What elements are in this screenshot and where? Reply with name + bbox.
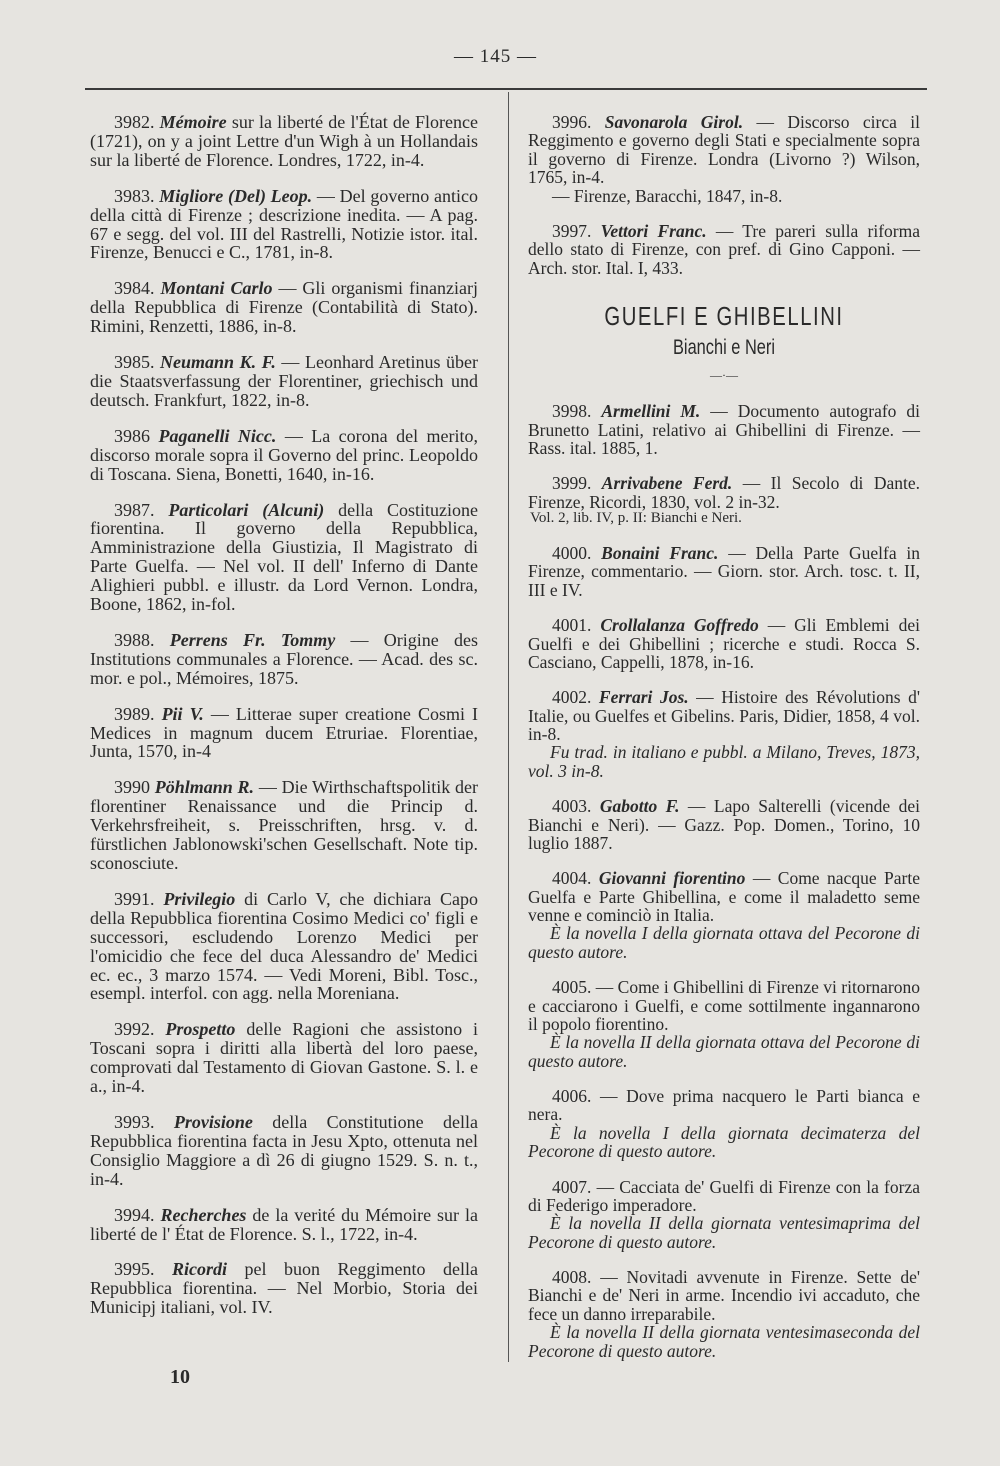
entry-text: — Leonhard Aretinus über die Staatsverfassung der Florentiner, griechisch und deutsch. Frankfurt, 1822, in-8. <box>90 352 478 410</box>
bibliography-entry <box>90 1020 478 1096</box>
entry-number: 3998. <box>552 401 592 422</box>
entry-text: — Documento autografo di Brunetto Latini, relativo ai Ghibellini di Firenze. — Rass. ital. 1885, 1. <box>528 401 921 458</box>
entry-note: È la novella II della giornata ottava del Pecorone di questo autore. <box>528 1032 920 1071</box>
bibliography-entry <box>90 1113 478 1189</box>
right-bottom-entries <box>528 402 920 1360</box>
entry-author: Provisione <box>173 1111 253 1132</box>
entry-number: 4007. <box>552 1176 592 1197</box>
entry-author: Armellini M. <box>601 401 701 422</box>
entry-number: 4002. <box>552 687 592 708</box>
bibliography-entry <box>528 616 920 671</box>
entry-author: Pii V. <box>161 703 204 724</box>
left-column <box>90 113 478 1334</box>
sheet-signature: 10 <box>170 1366 190 1388</box>
bibliography-entry <box>90 353 478 410</box>
entry-number: 4001. <box>552 615 592 636</box>
entry-text: — Dove prima nacquero le Parti bianca e nera. <box>528 1086 921 1125</box>
entry-number: 3993. <box>114 1111 155 1132</box>
entry-number: 3991. <box>114 888 155 909</box>
bibliography-entry <box>528 402 920 457</box>
entry-note: È la novella II della giornata ventesimaprima del Pecorone di questo autore. <box>528 1213 920 1252</box>
column-divider <box>508 92 509 1362</box>
bibliography-entry <box>90 279 478 336</box>
entry-author: Recherches <box>160 1204 247 1225</box>
bibliography-entry <box>528 1268 920 1360</box>
entry-text: della Constitutione della Repubblica fiorentina facta in Jesu Xpto, ottenuta nel Consiglio Maggiore a dì 26 di giugno 1529. S. n. t., in-4. <box>90 1111 479 1189</box>
entry-note: È la novella I della giornata ottava del Pecorone di questo autore. <box>528 923 920 962</box>
entry-author: Migliore (Del) Leop. <box>159 185 313 206</box>
bibliography-entry <box>528 222 920 277</box>
entry-number: 3994. <box>114 1204 155 1225</box>
entry-number: 4006. <box>552 1086 592 1106</box>
right-top-entries <box>528 113 920 277</box>
entry-number: 3988. <box>114 629 155 650</box>
entry-author: Mémoire <box>159 112 227 132</box>
entry-text: — Gli organismi finanziarj della Repubblica di Firenze (Contabilità di Stato). Rimini, Renzetti, 1886, in-8. <box>90 278 478 337</box>
entry-author: Bonaini Franc. <box>601 543 719 563</box>
entry-number: 4004. <box>552 868 592 889</box>
bibliography-entry <box>528 978 920 1070</box>
entry-number: 3984. <box>114 278 155 299</box>
entry-number: 4003. <box>552 796 592 817</box>
entry-number: 3985. <box>114 352 155 373</box>
entry-author: Giovanni fiorentino <box>598 868 746 889</box>
entry-author: Montani Carlo <box>160 278 273 299</box>
bibliography-entry <box>528 1178 920 1252</box>
entry-text: — Tre pareri sulla riforma dello stato di Firenze, con pref. di Gino Capponi. — Arch. stor. Ital. I, 433. <box>528 220 921 278</box>
entry-text: — Il Secolo di Dante. Firenze, Ricordi, 1830, vol. 2 in-32. <box>528 473 920 512</box>
entry-author: Ricordi <box>172 1259 228 1280</box>
entry-author: Vettori Franc. <box>600 220 707 241</box>
bibliography-entry <box>528 113 920 205</box>
entry-author: Neumann K. F. <box>160 352 276 373</box>
entry-text: — Litterae super creatione Cosmi I Medices in magnum ducem Etruriae. Florentiae, Junta, 1570, in-4 <box>90 703 478 762</box>
entry-number: 3996. <box>552 112 592 132</box>
bibliography-entry <box>90 187 478 263</box>
bibliography-entry <box>90 1206 478 1244</box>
entry-text: — Origine des Institutions communales a Florence. — Acad. des sc. mor. e pol., Mémoires, 1875. <box>90 629 478 688</box>
header-rule <box>85 88 927 90</box>
entry-number: 4000. <box>552 543 592 563</box>
bibliography-entry <box>90 1260 478 1317</box>
entry-author: Ferrari Jos. <box>598 687 689 708</box>
entry-text: pel buon Reggimento della Repubblica fiorentina. — Nel Morbio, Storia dei Municipj italiani, vol. IV. <box>90 1259 479 1318</box>
bibliography-entry <box>90 890 478 1003</box>
entry-number: 4008. <box>552 1267 592 1287</box>
entry-author: Prospetto <box>165 1019 236 1040</box>
bibliography-entry <box>90 113 478 170</box>
entry-text: — La corona del merito, discorso morale sopra il Governo del princ. Leopoldo di Toscana. Siena, Bonetti, 1640, in-16. <box>90 425 479 484</box>
entry-number: 3986 <box>114 425 150 446</box>
section-subtitle: Bianchi e Neri <box>673 336 775 360</box>
bibliography-entry <box>90 501 478 614</box>
entry-text: — Come nacque Parte Guelfa e Parte Ghibellina, e come il maladetto seme venne e cominciò in Italia. <box>528 868 921 925</box>
entry-author: Savonarola Girol. <box>604 112 744 132</box>
entry-text: della Costituzione fiorentina. Il governo della Repubblica, Amministrazione della Giustizia, Il Magistrato di Parte Guelfa. — Nel vol. II dell' Inferno di Dante Alighieri pubbl. e illustr. da Lord Vernon. Londra, Boone, 1862, in-fol. <box>90 499 478 615</box>
entry-text: — Del governo antico della città di Firenze ; descrizione inedita. — A pag. 67 e segg. del vol. III del Rastrelli, Notizie istor. ital. Firenze, Benucci e C., 1781, in-8. <box>90 185 479 263</box>
entry-number: 3989. <box>114 703 155 724</box>
entry-text: di Carlo V, che dichiara Capo della Repubblica fiorentina Cosimo Medici co' figli e successori, escludendo Lorenzo Medici per l'omicidio che fece del duca Alessandro de' Medici ec. ec., 3 marzo 1574. — Vedi Moreni, Bibl. Tosc., esempl. interfol. con agg. nella Moreniana. <box>90 888 478 1004</box>
entry-author: Paganelli Nicc. <box>158 425 277 446</box>
bibliography-entry <box>528 869 920 961</box>
entry-author: Crollalanza Goffredo <box>600 615 759 636</box>
entry-text: — Lapo Salterelli (vicende dei Bianchi e Neri). — Gazz. Pop. Domen., Torino, 10 luglio 1887. <box>528 796 921 853</box>
entry-text: de la verité du Mémoire sur la liberté de l' État de Florence. S. l., 1722, in-4. <box>90 1204 478 1244</box>
entry-note: È la novella I della giornata decimaterza del Pecorone di questo autore. <box>528 1122 920 1162</box>
bibliography-entry <box>90 705 478 762</box>
entry-text: — Gli Emblemi dei Guelfi e dei Ghibellini ; ricerche e studi. Rocca S. Casciano, Cappelli, 1878, in-16. <box>528 615 920 672</box>
entry-author: Perrens Fr. Tommy <box>169 629 336 650</box>
bibliography-entry <box>528 474 920 527</box>
bibliography-entry <box>528 797 920 852</box>
entry-text: — Discorso circa il Reggimento e governo degli Stati e specialmente sopra il governo di Firenze. Londra (Livorno ?) Wilson, 1765, in-4. <box>528 112 920 188</box>
entry-text: — Cacciata de' Guelfi di Firenze con la forza di Federigo imperadore. <box>528 1176 920 1215</box>
section-title: GUELFI E GHIBELLINI <box>604 301 844 331</box>
entry-text: — Die Wirthschaftspolitik der florentiner Renaissance und die Princip d. Verkehrsfreiheit, s. Preisschriften, hrsg. v. d. fürstlichen Jablonowski'schen Gesellschaft. Note tip. sconosciute. <box>90 777 478 873</box>
bibliography-entry <box>528 688 920 780</box>
bibliography-entry <box>90 427 478 484</box>
entry-number: 3987. <box>114 499 155 520</box>
entry-text: delle Ragioni che assistono i Toscani sopra i diritti alla libertà del loro paese, comprovati dal Testamento di Giovan Gastone. S. l. e a., in-4. <box>90 1019 478 1097</box>
entry-small-note: Vol. 2, lib. IV, p. II: Bianchi e Neri. <box>530 510 742 526</box>
entry-number: 3997. <box>552 220 592 241</box>
entry-number: 4005. <box>552 977 592 998</box>
right-column <box>528 113 920 1377</box>
bibliography-entry <box>528 1087 920 1161</box>
page-number: — 145 — <box>454 46 537 67</box>
entry-note: È la novella II della giornata ventesimaseconda del Pecorone di questo autore. <box>528 1322 920 1361</box>
entry-author: Arrivabene Ferd. <box>601 473 733 494</box>
bibliography-entry <box>90 778 478 873</box>
entry-text: — Novitadi avvenute in Firenze. Sette de' Bianchi e de' Neri in arme. Incendio ivi accaduto, che fece un danno irreparabile. <box>528 1267 921 1324</box>
entry-note: Fu trad. in italiano e pubbl. a Milano, Treves, 1873, vol. 3 in-8. <box>528 742 920 781</box>
entry-author: Gabotto F. <box>599 796 680 817</box>
entry-number: 3990 <box>114 777 150 798</box>
entry-author: Privilegio <box>163 888 236 909</box>
entry-extra: — Firenze, Baracchi, 1847, in-8. <box>552 185 783 206</box>
entry-text: sur la liberté de l'État de Florence (1721), on y a joint Lettre d'un Wigh à un Hollandais sur la liberté de Florence. Londres, 1722, in-4. <box>90 112 478 170</box>
entry-text: — Della Parte Guelfa in Firenze, commentario. — Giorn. stor. Arch. tosc. t. II, III e IV. <box>528 543 920 600</box>
bibliography-entry <box>90 631 478 688</box>
entry-number: 3983. <box>114 185 155 206</box>
entry-number: 3995. <box>114 1259 155 1280</box>
entry-number: 3992. <box>114 1019 155 1040</box>
entry-number: 3982. <box>114 112 155 132</box>
entry-text: — Come i Ghibellini di Firenze vi ritornarono e cacciarono i Guelfi, e come sottilmente ingannarono il popolo fiorentino. <box>528 977 920 1034</box>
bibliography-entry <box>528 544 920 599</box>
entry-author: Particolari (Alcuni) <box>168 499 325 520</box>
entry-number: 3999. <box>552 473 592 494</box>
entry-text: — Histoire des Révolutions d' Italie, ou Guelfes et Gibelins. Paris, Didier, 1858, 4 vol. in-8. <box>528 687 921 744</box>
section-ornament: —·— <box>710 367 738 382</box>
entry-author: Pöhlmann R. <box>154 777 255 798</box>
